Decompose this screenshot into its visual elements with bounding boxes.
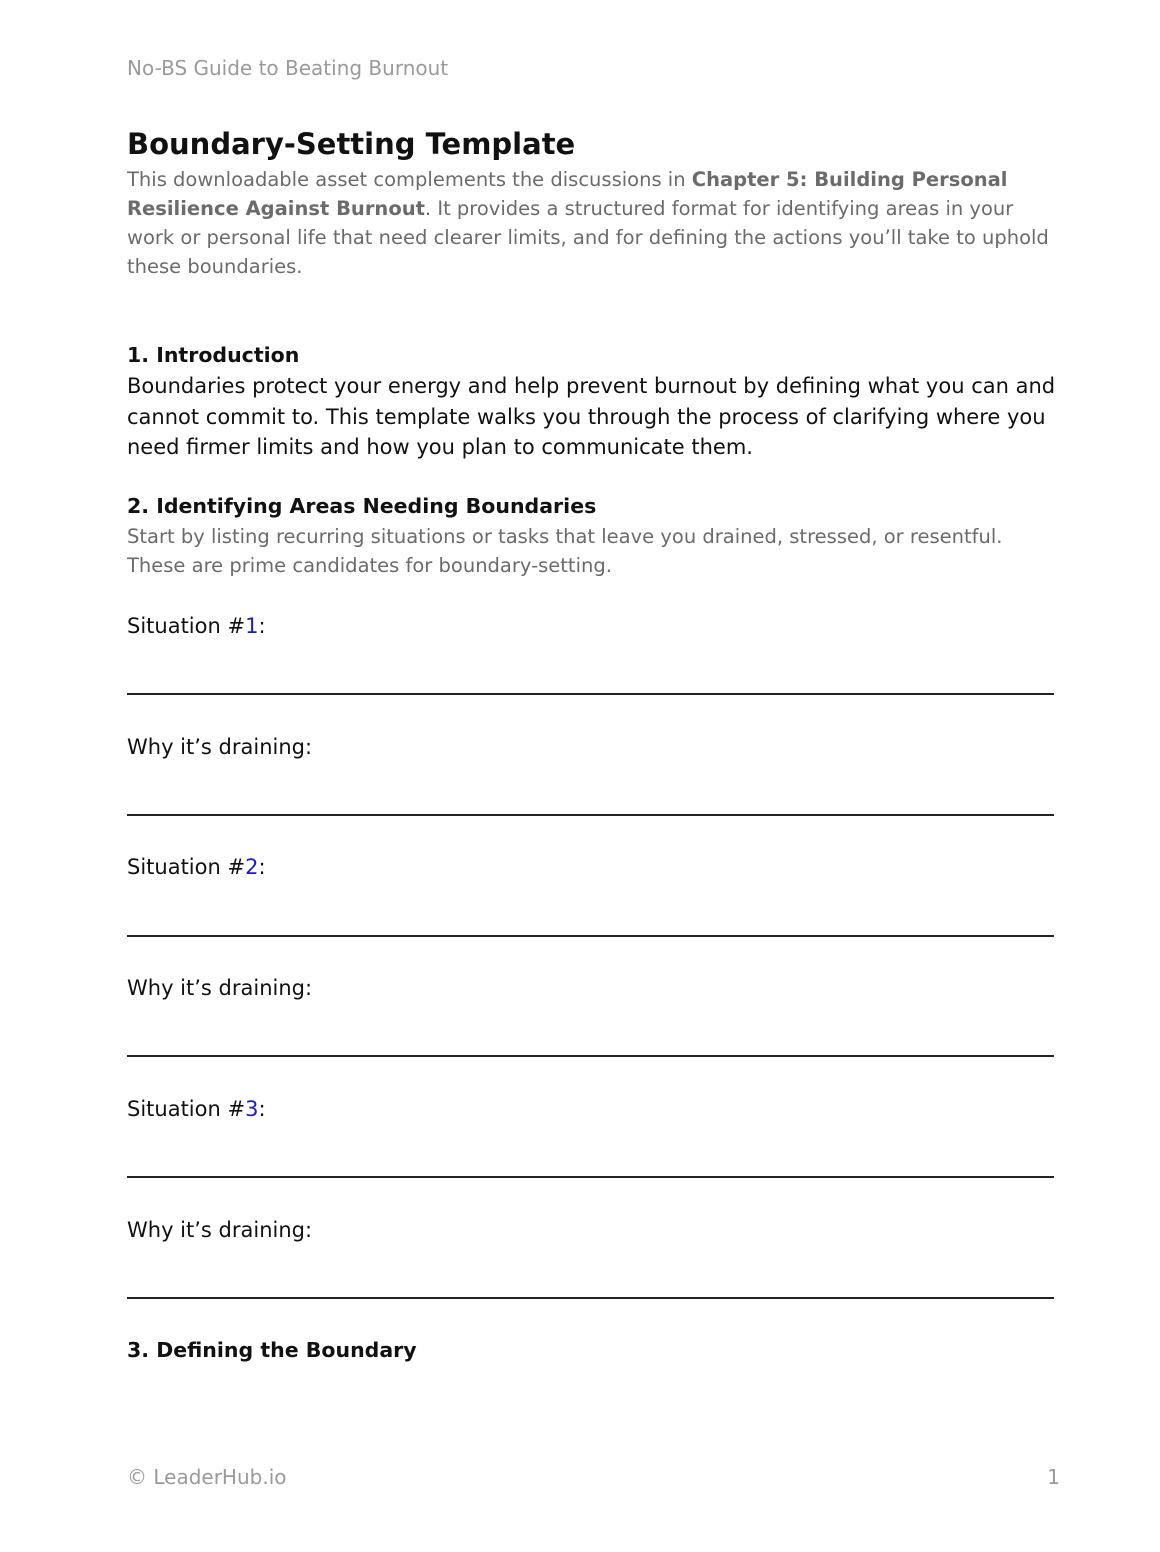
situation-1-label [127, 612, 266, 640]
situation-2-answer-line[interactable] [127, 935, 1054, 937]
identifying-areas-body: Start by listing recurring situations or tasks that leave you drained, stressed, or resentful. These are prime candidates for boundary-setting. [127, 525, 1003, 577]
situation-label-prefix: Situation # [127, 1097, 246, 1121]
section-heading-defining-boundary: 3. Defining the Boundary [127, 1338, 417, 1362]
situation-3-why-label: Why it’s draining: [127, 1218, 313, 1242]
situation-label-suffix: : [258, 855, 266, 879]
situation-number: 3 [245, 1097, 259, 1121]
situation-2-label [127, 853, 266, 881]
situation-label-prefix: Situation # [127, 614, 246, 638]
situation-2-why-answer-line[interactable] [127, 1055, 1054, 1057]
intro-paragraph [127, 165, 1057, 281]
intro-text-before: This downloadable asset complements the discussions in [127, 168, 692, 191]
situation-label-prefix: Situation # [127, 855, 246, 879]
section-heading-identifying-areas: 2. Identifying Areas Needing Boundaries [127, 494, 597, 518]
intro-text-after: . It provides a structured format for identifying areas in your work or personal life that need clearer limits, and for defining the actions you’ll take to uphold these boundaries. [127, 197, 1049, 278]
situation-1-why-label: Why it’s draining: [127, 735, 313, 759]
introduction-body: Boundaries protect your energy and help prevent burnout by defining what you can and cannot commit to. This template walks you through the process of clarifying where you need firmer limits and how you plan to communicate them. [127, 374, 1056, 459]
situation-3-answer-line[interactable] [127, 1176, 1054, 1178]
intro-chapter-reference: Chapter 5: Building Personal Resilience Against Burnout [127, 168, 1008, 220]
situation-number: 2 [245, 855, 259, 879]
situation-label-suffix: : [258, 1097, 266, 1121]
section-heading-introduction: 1. Introduction [127, 343, 300, 367]
situation-number: 1 [245, 614, 259, 638]
page-number: 1 [1047, 1465, 1060, 1489]
footer-copyright: © LeaderHub.io [127, 1465, 287, 1489]
situation-3-label [127, 1095, 266, 1123]
situation-1-answer-line[interactable] [127, 693, 1054, 695]
running-header: No-BS Guide to Beating Burnout [127, 56, 449, 80]
situation-3-why-answer-line[interactable] [127, 1297, 1054, 1299]
page-title: Boundary-Setting Template [127, 127, 576, 161]
situation-1-why-answer-line[interactable] [127, 814, 1054, 816]
situation-label-suffix: : [258, 614, 266, 638]
situation-2-why-label: Why it’s draining: [127, 976, 313, 1000]
